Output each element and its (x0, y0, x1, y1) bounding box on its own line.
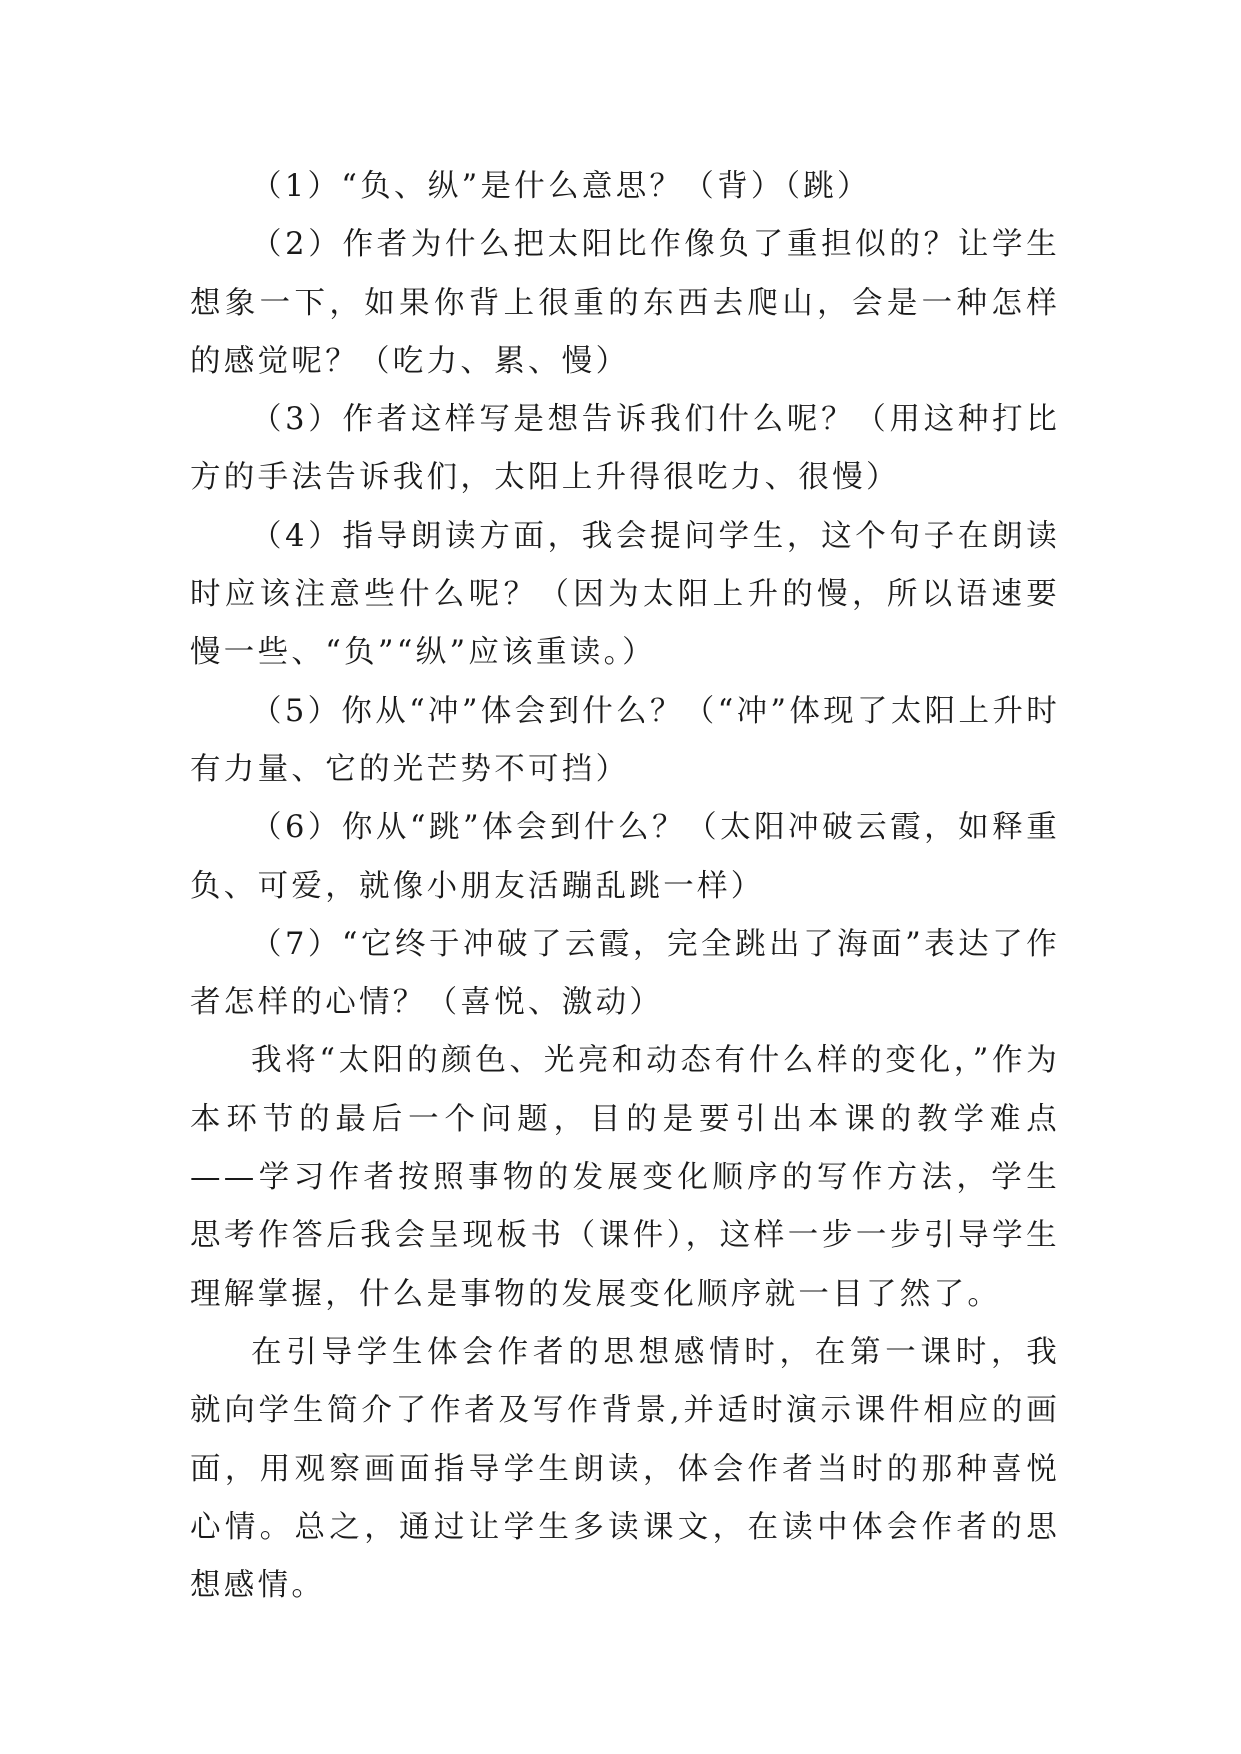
document-body (190, 158, 1060, 1615)
paragraph-question-7: （7）“它终于冲破了云霞，完全跳出了海面”表达了作者怎样的心情？（喜悦、激动） (190, 926, 1060, 1021)
paragraph-question-4: （4）指导朗读方面，我会提问学生，这个句子在朗读时应该注意些什么呢？（因为太阳上升的慢，所以语速要慢一些、“负”“纵”应该重读。） (190, 518, 1060, 671)
paragraph-teaching-difficulty: 我将“太阳的颜色、光亮和动态有什么样的变化，”作为本环节的最后一个问题，目的是要引出本课的教学难点——学习作者按照事物的发展变化顺序的写作方法，学生思考作答后我会呈现板书（课件），这样一步一步引导学生理解掌握，什么是事物的发展变化顺序就一目了然了。 (190, 1043, 1060, 1312)
paragraph-question-3: （3）作者这样写是想告诉我们什么呢？（用这种打比方的手法告诉我们，太阳上升得很吃力、很慢） (190, 402, 1060, 496)
paragraph-question-5: （5）你从“冲”体会到什么？（“冲”体现了太阳上升时有力量、它的光芒势不可挡） (190, 693, 1060, 787)
paragraph-question-1: （1）“负、纵”是什么意思？（背）（跳） (251, 169, 871, 204)
paragraph-question-6: （6）你从“跳”体会到什么？（太阳冲破云霞，如释重负、可爱，就像小朋友活蹦乱跳一样） (190, 810, 1060, 904)
paragraph-emotion-guidance: 在引导学生体会作者的思想感情时，在第一课时，我就向学生简介了作者及写作背景,并适时演示课件相应的画面，用观察画面指导学生朗读，体会作者当时的那种喜悦心情。总之，通过让学生多读课文，在读中体会作者的思想感情。 (190, 1334, 1060, 1604)
paragraph-question-2: （2）作者为什么把太阳比作像负了重担似的？让学生想象一下，如果你背上很重的东西去爬山，会是一种怎样的感觉呢？（吃力、累、慢） (190, 227, 1060, 379)
